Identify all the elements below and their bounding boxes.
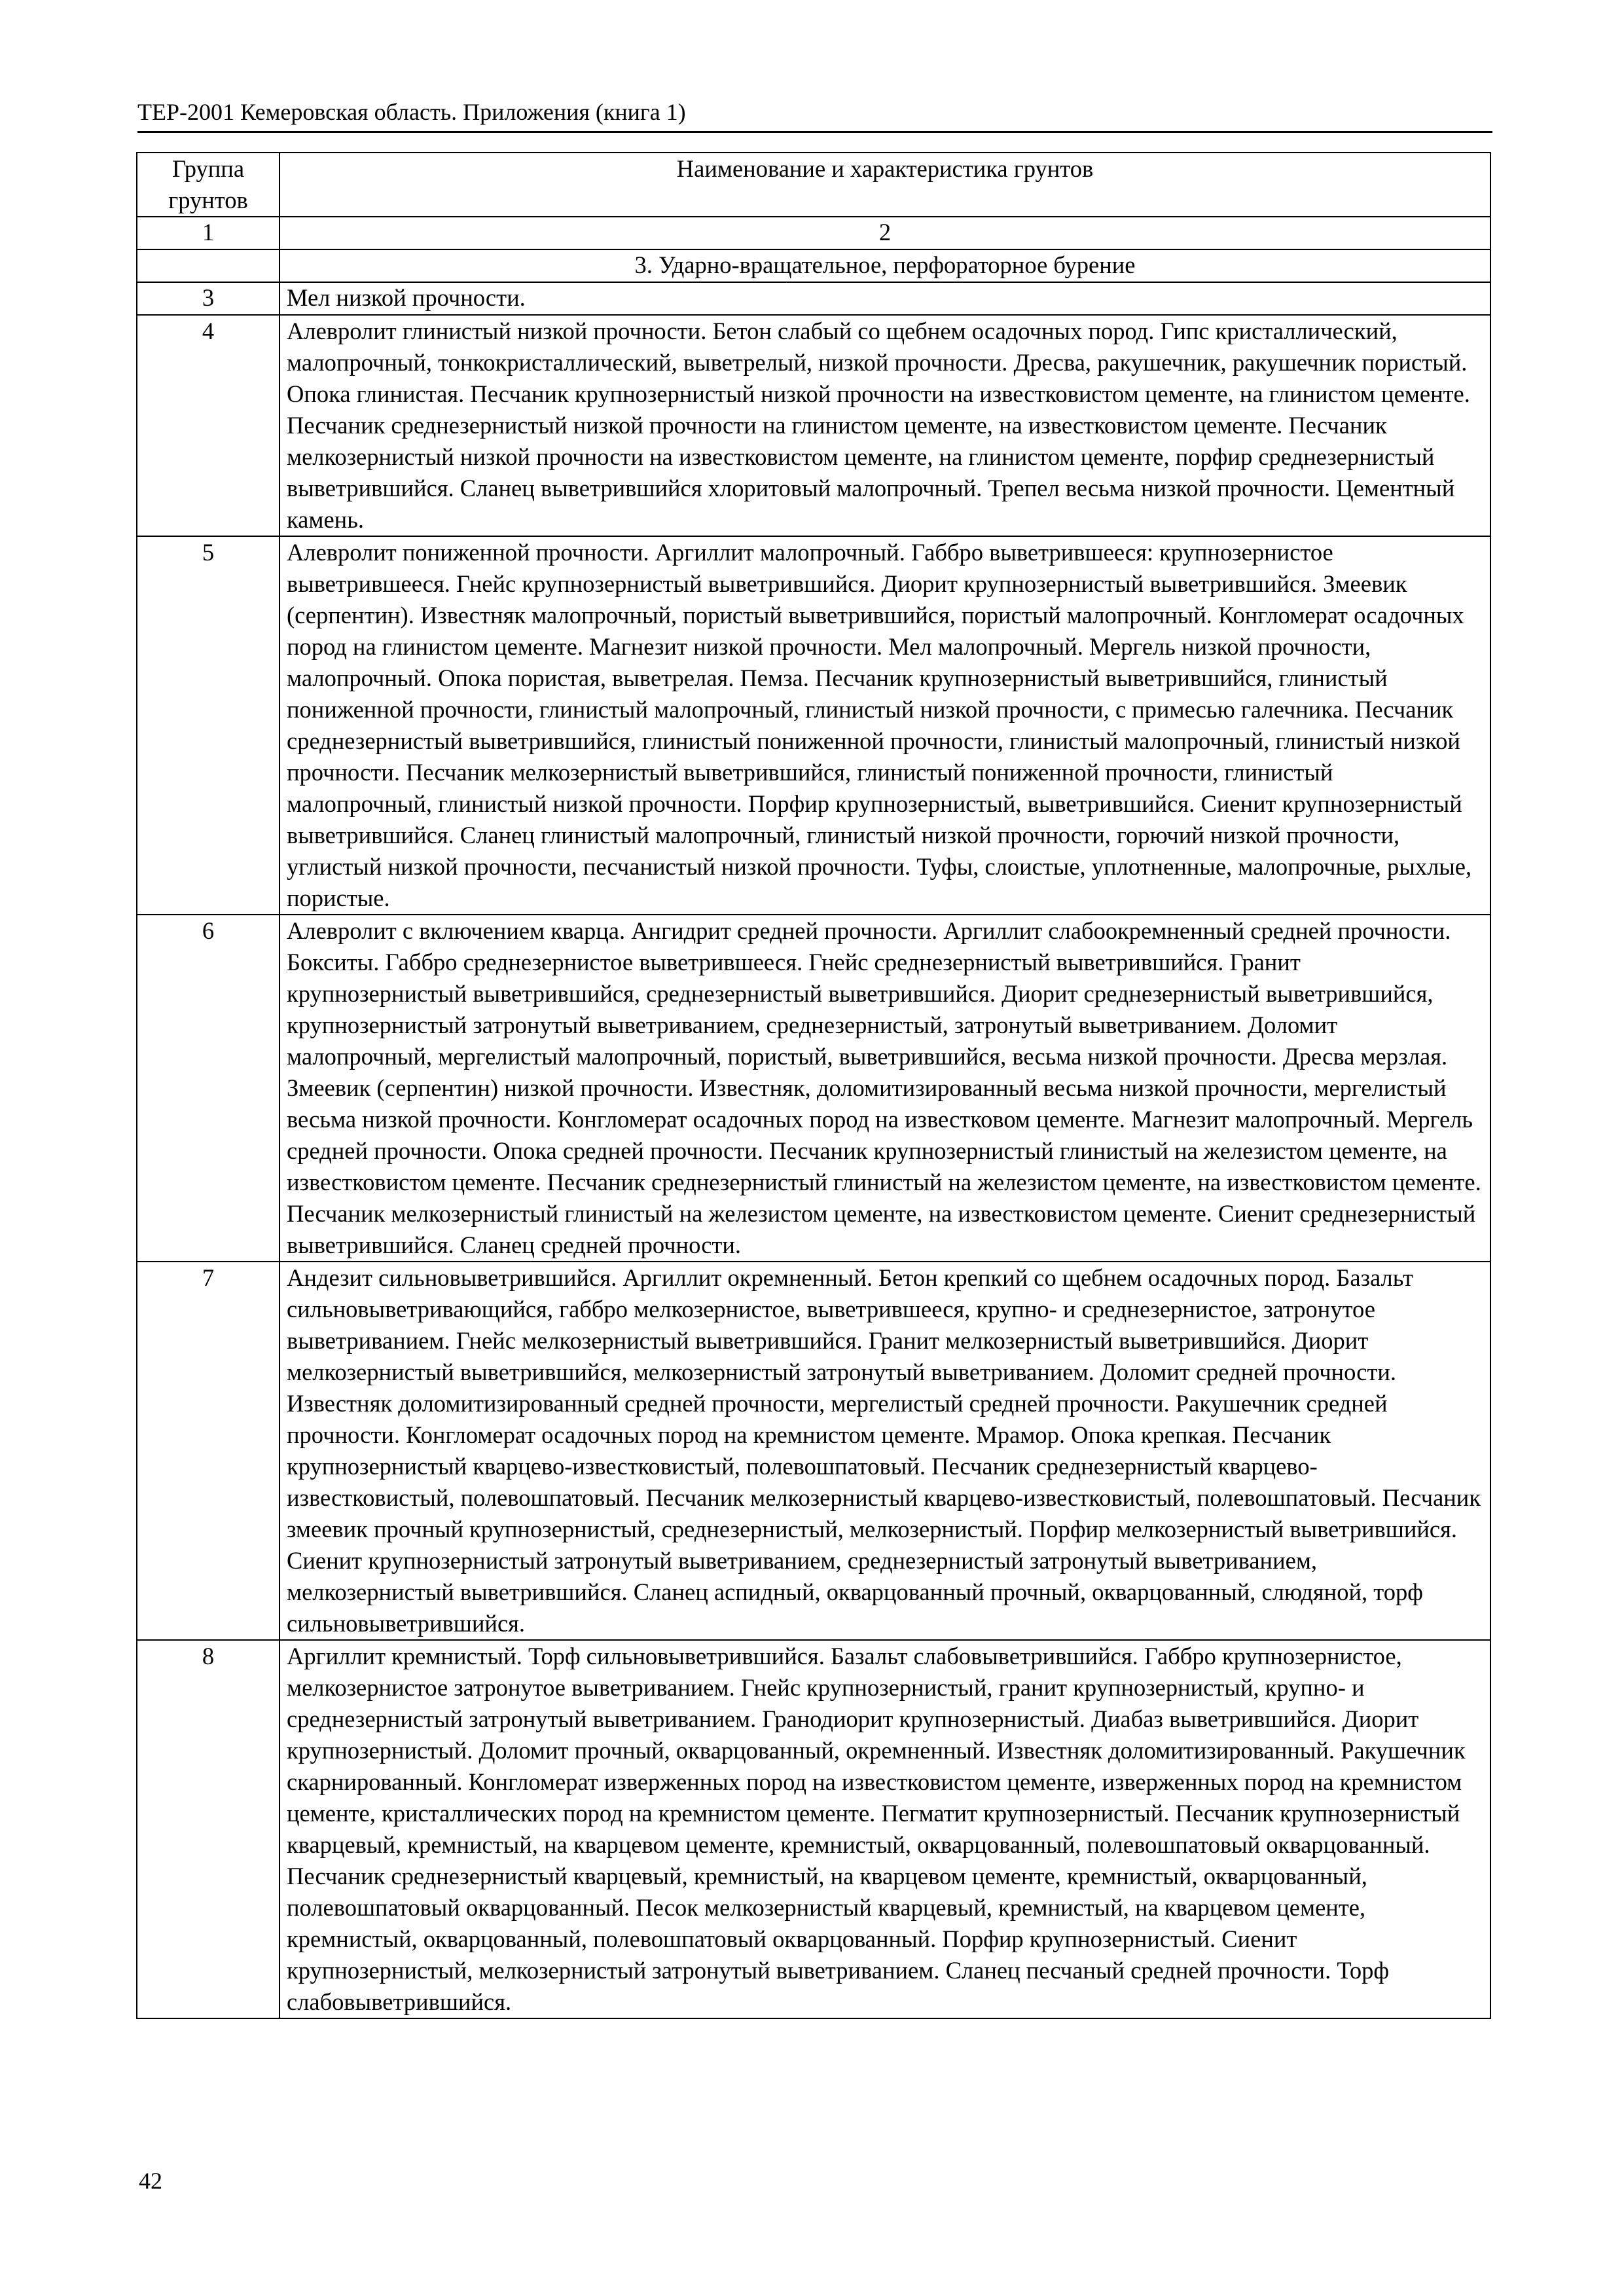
soil-description: Алевролит пониженной прочности. Аргиллит малопрочный. Габбро выветрившееся: крупнозернистое выветрившееся. Гнейс крупнозернистый выветрившийся. Диорит крупнозернистый выветрившийся. Змеевик (серпентин). Известняк малопрочный, пористый выветрившийся, пористый малопрочный. Конгломерат осадочных пород на глинистом цементе. Магнезит низкой прочности. Мел малопрочный. Мергель низкой прочности, малопрочный. Опока пористая, выветрелая. Пемза. Песчаник крупнозернистый выветрившийся, глинистый пониженной прочности, глинистый малопрочный, глинистый низкой прочности, с примесью галечника. Песчаник среднезернистый выветрившийся, глинистый пониженной прочности, глинистый малопрочный, глинистый низкой прочности. Песчаник мелкозернистый выветрившийся, глинистый пониженной прочности, глинистый малопрочный, глинистый низкой прочности. Порфир крупнозернистый, выветрившийся. Сиенит крупнозернистый выветрившийся. Сланец глинистый малопрочный, глинистый низкой прочности, горючий низкой прочности, углистый низкой прочности, песчанистый низкой прочности. Туфы, слоистые, уплотненные, малопрочные, рыхлые, пористые. <box>280 536 1490 915</box>
soil-description: Андезит сильновыветрившийся. Аргиллит окремненный. Бетон крепкий со щебнем осадочных пород. Базальт сильновыветривающийся, габбро мелкозернистое, выветрившееся, крупно- и среднезернистое, затронутое выветриванием. Гнейс мелкозернистый выветрившийся. Гранит мелкозернистый выветрившийся. Диорит мелкозернистый выветрившийся, мелкозернистый затронутый выветриванием. Доломит средней прочности. Известняк доломитизированный средней прочности, мергелистый средней прочности. Ракушечник средней прочности. Конгломерат осадочных пород на кремнистом цементе. Мрамор. Опока крепкая. Песчаник крупнозернистый кварцево-известковистый, полевошпатовый. Песчаник среднезернистый кварцево-известковистый, полевошпатовый. Песчаник мелкозернистый кварцево-известковистый, полевошпатовый. Песчаник змеевик прочный крупнозернистый, среднезернистый, мелкозернистый. Порфир мелкозернистый выветрившийся. Сиенит крупнозернистый затронутый выветриванием, среднезернистый затронутый выветриванием, мелкозернистый выветрившийся. Сланец аспидный, окварцованный прочный, окварцованный, слюдяной, торф сильновыветрившийся. <box>280 1262 1490 1640</box>
soil-description: Алевролит глинистый низкой прочности. Бетон слабый со щебнем осадочных пород. Гипс кристаллический, малопрочный, тонкокристаллический, выветрелый, низкой прочности. Дресва, ракушечник, ракушечник пористый. Опока глинистая. Песчаник крупнозернистый низкой прочности на известковистом цементе, на глинистом цементе. Песчаник среднезернистый низкой прочности на глинистом цементе, на известковистом цементе. Песчаник мелкозернистый низкой прочности на известковистом цементе, на глинистом цементе, порфир среднезернистый выветрившийся. Сланец выветрившийся хлоритовый малопрочный. Трепел весьма низкой прочности. Цементный камень. <box>280 315 1490 536</box>
page-number: 42 <box>139 2168 162 2194</box>
section-empty-cell <box>137 249 280 282</box>
table-row <box>137 1262 1490 1640</box>
table-row <box>137 315 1490 536</box>
column-header-group: Группа грунтов <box>137 153 280 217</box>
soil-description: Мел низкой прочности. <box>280 282 1490 315</box>
header-title: ТЕР-2001 Кемеровская область. Приложения (книга 1) <box>137 99 686 125</box>
table-row <box>137 536 1490 915</box>
section-row <box>137 249 1490 282</box>
table-row <box>137 915 1490 1262</box>
group-number: 7 <box>137 1262 280 1640</box>
group-number: 4 <box>137 315 280 536</box>
group-number: 3 <box>137 282 280 315</box>
column-number-2: 2 <box>280 217 1490 249</box>
column-number-1: 1 <box>137 217 280 249</box>
soil-groups-table <box>136 152 1491 2019</box>
column-header-description: Наименование и характеристика грунтов <box>280 153 1490 217</box>
table-header-row <box>137 153 1490 217</box>
section-title: 3. Ударно-вращательное, перфораторное бурение <box>280 249 1490 282</box>
soil-description: Алевролит с включением кварца. Ангидрит средней прочности. Аргиллит слабоокремненный средней прочности. Бокситы. Габбро среднезернистое выветрившееся. Гнейс среднезернистый выветрившийся. Гранит крупнозернистый выветрившийся, среднезернистый выветрившийся. Диорит среднезернистый выветрившийся, крупнозернистый затронутый выветриванием, среднезернистый, затронутый выветриванием. Доломит малопрочный, мергелистый малопрочный, пористый, выветрившийся, весьма низкой прочности. Дресва мерзлая. Змеевик (серпентин) низкой прочности. Известняк, доломитизированный весьма низкой прочности, мергелистый весьма низкой прочности. Конгломерат осадочных пород на известковом цементе. Магнезит малопрочный. Мергель средней прочности. Опока средней прочности. Песчаник крупнозернистый глинистый на железистом цементе, на известковистом цементе. Песчаник среднезернистый глинистый на железистом цементе, на известковистом цементе. Песчаник мелкозернистый глинистый на железистом цементе, на известковистом цементе. Сиенит среднезернистый выветрившийся. Сланец средней прочности. <box>280 915 1490 1262</box>
column-number-row <box>137 217 1490 249</box>
soil-description: Аргиллит кремнистый. Торф сильновыветрившийся. Базальт слабовыветрившийся. Габбро крупнозернистое, мелкозернистое затронутое выветриванием. Гнейс крупнозернистый, гранит крупнозернистый, крупно- и среднезернистый затронутый выветриванием. Гранодиорит крупнозернистый. Диабаз выветрившийся. Диорит крупнозернистый. Доломит прочный, окварцованный, окремненный. Известняк доломитизированный. Ракушечник скарнированный. Конгломерат изверженных пород на известковистом цементе, изверженных пород на кремнистом цементе, кристаллических пород на кремнистом цементе. Пегматит крупнозернистый. Песчаник крупнозернистый кварцевый, кремнистый, на кварцевом цементе, кремнистый, окварцованный, полевошпатовый окварцованный. Песчаник среднезернистый кварцевый, кремнистый, на кварцевом цементе, кремнистый, окварцованный, полевошпатовый окварцованный. Песок мелкозернистый кварцевый, кремнистый, на кварцевом цементе, кремнистый, окварцованный, полевошпатовый окварцованный. Порфир крупнозернистый. Сиенит крупнозернистый, мелкозернистый затронутый выветриванием. Сланец песчаный средней прочности. Торф слабовыветрившийся. <box>280 1640 1490 2018</box>
group-number: 8 <box>137 1640 280 2018</box>
table-row <box>137 1640 1490 2018</box>
group-number: 5 <box>137 536 280 915</box>
running-header <box>137 97 1492 133</box>
group-number: 6 <box>137 915 280 1262</box>
table-row <box>137 282 1490 315</box>
